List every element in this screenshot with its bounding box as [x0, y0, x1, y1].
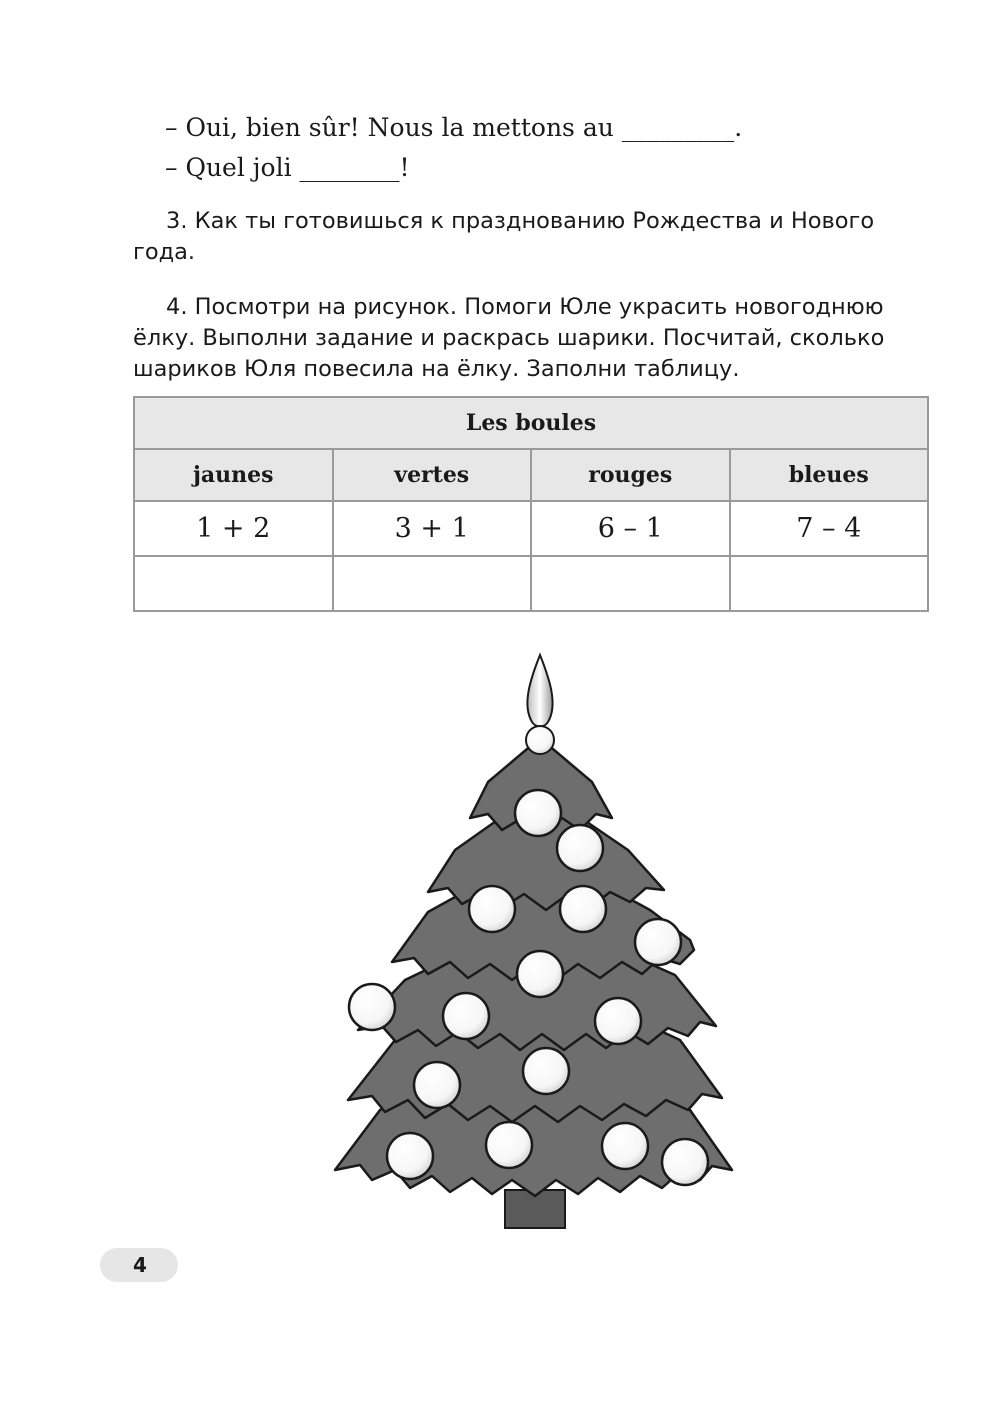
task-4-text: 4. Посмотри на рисунок. Помоги Юле украсить новогоднюю ёлку. Выполни задание и раскрась шарики. Посчитай, сколько шариков Юля повесила на ёлку. Заполни таблицу. [133, 294, 885, 382]
expression-cell-rouges: 6 – 1 [531, 501, 730, 556]
ornament-ball [469, 886, 515, 932]
ornament-ball [635, 919, 681, 965]
page-number-badge [100, 1248, 178, 1282]
boules-table [133, 396, 929, 612]
column-header-vertes: vertes [333, 449, 532, 501]
answer-cell-vertes[interactable] [333, 556, 532, 611]
ornament-ball [557, 825, 603, 871]
ornament-ball [517, 951, 563, 997]
tree-topper [526, 655, 554, 754]
column-header-rouges: rouges [531, 449, 730, 501]
column-header-bleues: bleues [730, 449, 929, 501]
table-title: Les boules [134, 397, 928, 449]
expression-cell-bleues: 7 – 4 [730, 501, 929, 556]
ornament-ball [523, 1048, 569, 1094]
expression-cell-jaunes: 1 + 2 [134, 501, 333, 556]
column-header-jaunes: jaunes [134, 449, 333, 501]
answer-cell-rouges[interactable] [531, 556, 730, 611]
ornament-ball [414, 1062, 460, 1108]
christmas-tree-illustration [325, 645, 745, 1235]
ornament-ball [486, 1122, 532, 1168]
page-number: 4 [133, 1253, 147, 1277]
ornament-ball [662, 1139, 708, 1185]
ornament-ball [602, 1123, 648, 1169]
task-3-text: 3. Как ты готовишься к празднованию Рождества и Нового года. [133, 208, 875, 265]
dialogue-line-1: – Oui, bien sûr! Nous la mettons au _________. [165, 113, 743, 142]
ornament-ball [349, 984, 395, 1030]
ornament-ball [443, 993, 489, 1039]
dialogue-line-2: – Quel joli ________! [165, 153, 410, 182]
answer-cell-jaunes[interactable] [134, 556, 333, 611]
ornament-ball [515, 790, 561, 836]
ornament-ball [560, 886, 606, 932]
ornament-ball [595, 998, 641, 1044]
expression-cell-vertes: 3 + 1 [333, 501, 532, 556]
ornament-ball [387, 1133, 433, 1179]
answer-cell-bleues[interactable] [730, 556, 929, 611]
